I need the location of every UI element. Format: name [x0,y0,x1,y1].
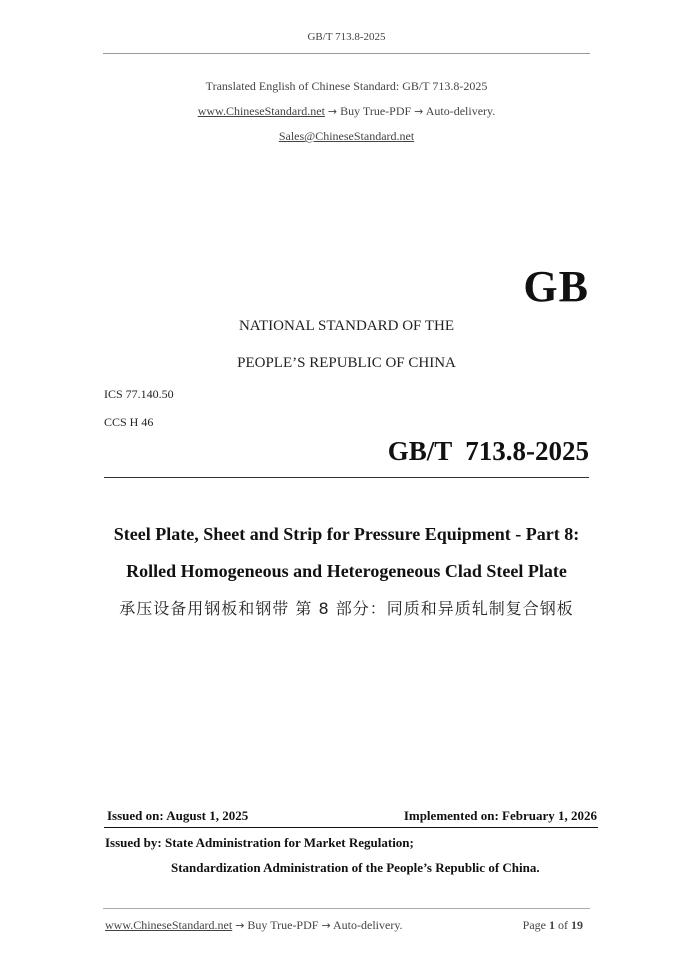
arrow-right-icon: → [414,105,424,118]
title-line1: Steel Plate, Sheet and Strip for Pressure Equipment - Part 8: [113,524,580,544]
translation-links [0,104,693,119]
delivery-text: Auto-delivery. [425,104,496,118]
footer-divider [103,908,590,909]
issued-by-2: Standardization Administration of the People’s Republic of China. [171,860,540,875]
issue-divider [104,827,598,828]
arrow-right-icon: → [327,105,338,118]
buy-text: Buy True-PDF [340,104,412,118]
email-line [0,129,693,144]
of-label: of [558,918,568,932]
page-total: 19 [571,918,583,932]
title-divider [104,477,589,478]
issued-by: Issued by: State Administration for Market Regulation; [105,835,414,850]
page-indicator [523,918,583,933]
arrow-right-icon: → [321,919,331,932]
page-number: 1 [549,918,555,932]
running-header: GB/T 713.8-2025 [307,31,386,43]
header-divider [103,53,590,54]
ics-code: ICS 77.140.50 [104,387,174,401]
national-standard-line2: PEOPLE’S REPUBLIC OF CHINA [237,355,456,371]
footer-delivery-text: Auto-delivery. [333,918,403,932]
footer-site-link[interactable]: www.ChineseStandard.net [105,918,233,932]
footer-links [105,918,403,933]
issued-on: Issued on: August 1, 2025 [107,808,249,823]
footer-buy-text: Buy True-PDF [247,918,319,932]
gb-logo: GB [523,262,589,311]
ccs-code: CCS H 46 [104,415,154,429]
site-link[interactable]: www.ChineseStandard.net [197,104,325,118]
standard-number: GB/T 713.8-2025 [387,436,589,466]
implemented-on: Implemented on: February 1, 2026 [403,808,597,823]
page-label: Page [522,918,546,932]
email-link[interactable]: Sales@ChineseStandard.net [278,129,415,143]
title-line2: Rolled Homogeneous and Heterogeneous Clad Steel Plate [126,561,567,581]
national-standard-line1: NATIONAL STANDARD OF THE [238,318,455,334]
translation-note: Translated English of Chinese Standard: GB/T 713.8-2025 [205,79,488,93]
title-chinese: 承压设备用钢板和钢带 第 8 部分：同质和异质轧制复合钢板 [119,599,574,618]
arrow-right-icon: → [235,919,245,932]
